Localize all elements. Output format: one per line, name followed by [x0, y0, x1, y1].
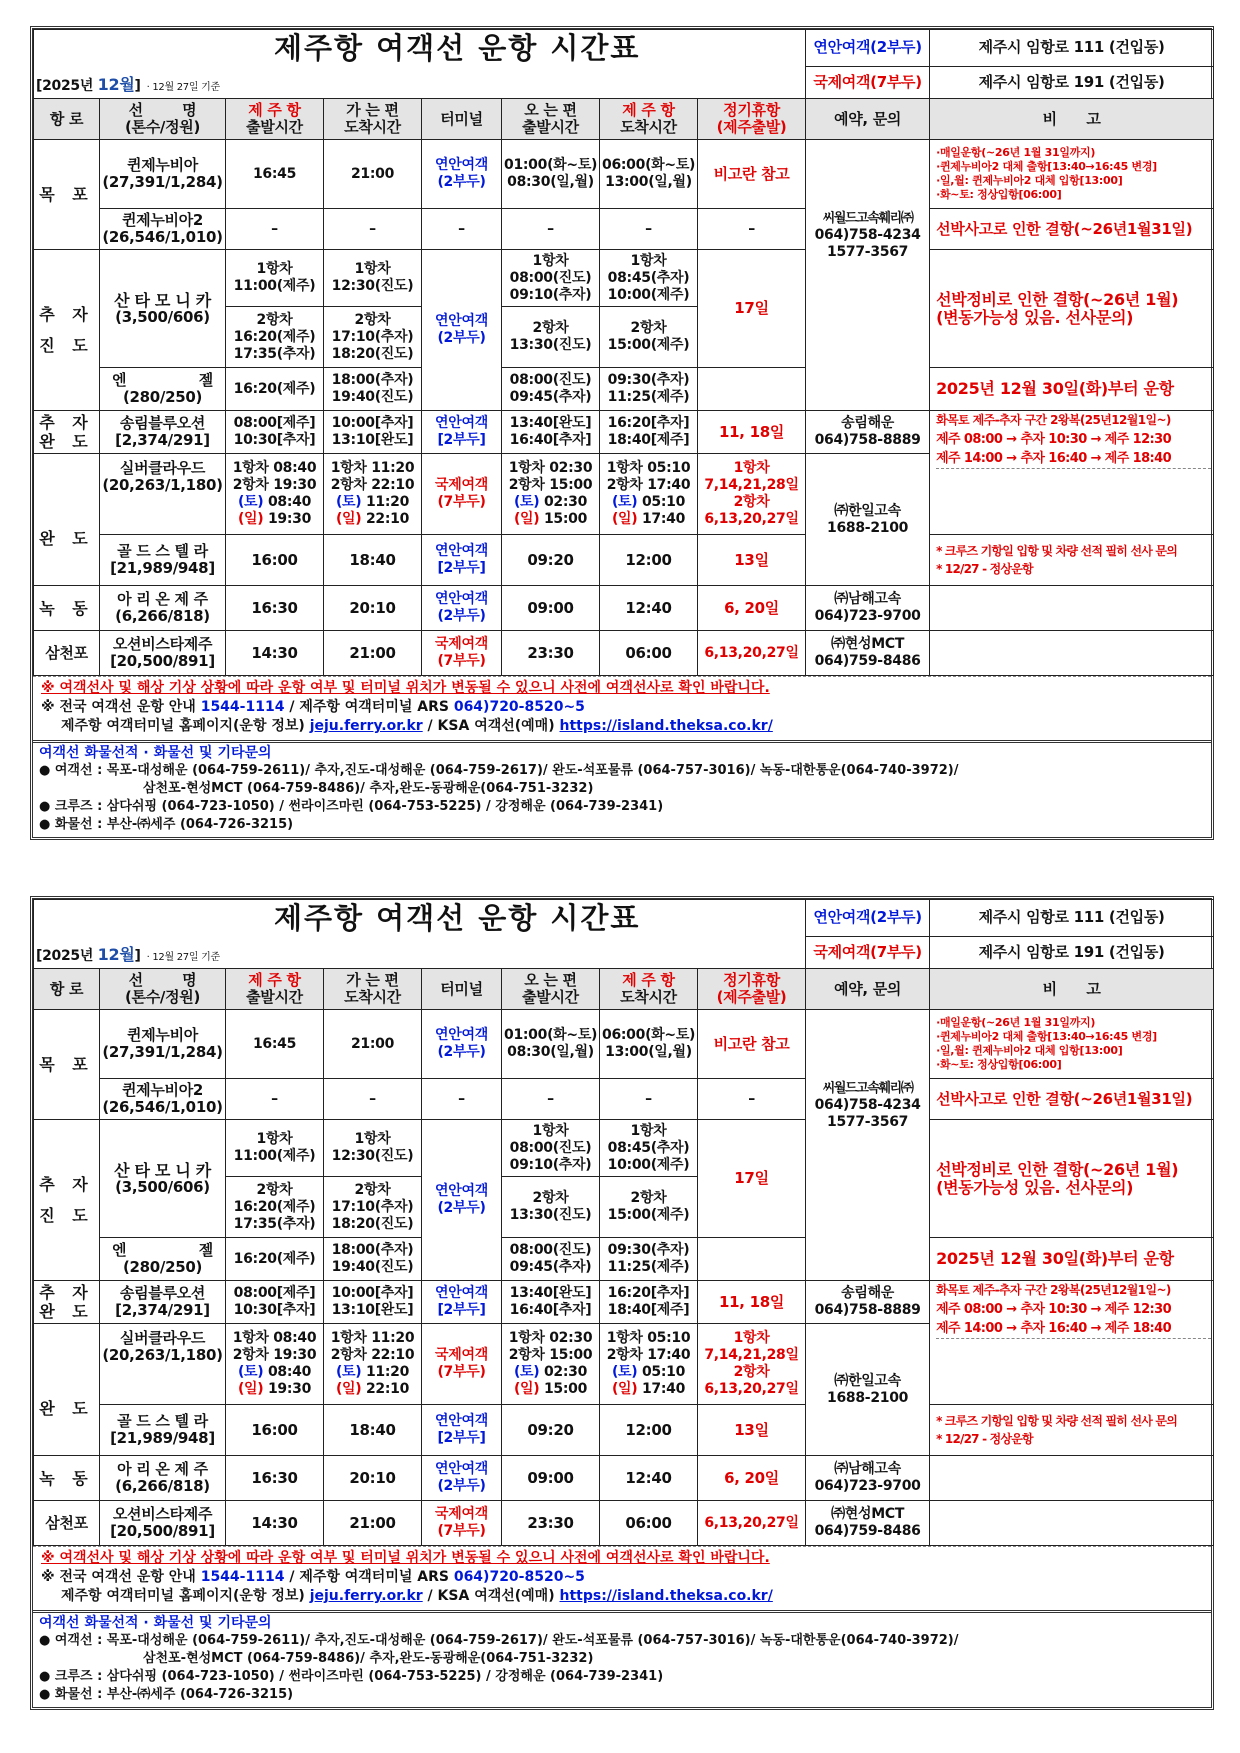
jeju-arrival: 16:20[추자] 18:40[제주] — [600, 1281, 698, 1324]
national-hotline: 1544-1114 — [200, 1569, 285, 1585]
timetable-sheet-1 — [30, 26, 1214, 840]
terminal: 연안여객 (2부두) — [422, 1456, 502, 1501]
regular-closure: 6, 20일 — [698, 1456, 806, 1501]
header-jeju-departure: 제 주 항 출발시간 — [226, 99, 324, 140]
jeju-arrival: 06:00(화~토) 13:00(일,월) — [600, 1010, 698, 1079]
jeju-arrival: 06:00(화~토) 13:00(일,월) — [600, 140, 698, 209]
jeju-departure: 1항차 08:40 2항차 19:30 (토) 08:40 (일) 19:30 — [226, 1324, 324, 1405]
regular-closure: 13일 — [698, 1405, 806, 1456]
route-wando: 완 도 — [34, 454, 100, 586]
contact-namhae: ㈜남해고속 064)723-9700 — [806, 1456, 930, 1501]
terminal-label-international: 국제여객(7부두) — [806, 66, 930, 99]
outbound-arrival: 1항차 11:20 2항차 22:10 (토) 11:20 (일) 22:10 — [324, 1324, 422, 1405]
freight-title: 여객선 화물선적 · 화물선 및 기타문의 — [39, 745, 272, 761]
jeju-departure: 16:45 — [226, 1010, 324, 1079]
remarks — [930, 631, 1214, 676]
freight-cargo: ● 화물선 : 부산-㈜세주 (064-726-3215) — [39, 1687, 294, 1702]
route-nokdong: 녹 동 — [34, 1456, 100, 1501]
jeju-arrival: 12:40 — [600, 586, 698, 631]
table-row — [34, 140, 1214, 209]
table-row — [34, 1079, 1214, 1120]
table-row — [34, 586, 1214, 631]
header-route: 항 로 — [34, 99, 100, 140]
notice-block — [33, 676, 1211, 740]
freight-contacts — [33, 1610, 1211, 1707]
return-departure: – — [502, 1079, 600, 1120]
regular-closure: 17일 — [698, 1120, 806, 1238]
route-mokpo: 목 포 — [34, 140, 100, 250]
freight-passenger-cont: 삼천포-현성MCT (064-759-8486)/ 추자,완도-동광해운(064-751-3232) — [143, 781, 594, 796]
period-label — [34, 936, 806, 969]
outbound-arrival: – — [324, 1079, 422, 1120]
terminal-homepage-link[interactable]: jeju.ferry.or.kr — [309, 718, 423, 734]
table-row — [34, 250, 1214, 307]
terminal: – — [422, 1079, 502, 1120]
remarks: 선박정비로 인한 결항(~26년 1월) (변동가능성 있음. 선사문의) — [930, 250, 1214, 368]
route-chuja-wando: 추 자 완 도 — [34, 1281, 100, 1324]
terminal: 연안여객 [2부두] — [422, 1405, 502, 1456]
jeju-arrival: 09:30(추자) 11:25(제주) — [600, 368, 698, 411]
ship-name: 골 드 스 텔 라 [21,989/948] — [100, 1405, 226, 1456]
terminal: 연안여객 [2부두] — [422, 535, 502, 586]
contact-seaworld: 씨월드고속훼리㈜ 064)758-4234 1577-3567 — [806, 1010, 930, 1281]
table-row — [34, 1238, 1214, 1281]
terminal: 연안여객 (2부두) — [422, 140, 502, 209]
route-chuja-jindo: 추 자 진 도 — [34, 250, 100, 411]
return-departure: 09:20 — [502, 1405, 600, 1456]
national-hotline: 1544-1114 — [200, 699, 285, 715]
terminal: 국제여객 (7부두) — [422, 1501, 502, 1546]
homepage-line: 제주항 여객터미널 홈페이지(운항 정보) jeju.ferry.or.kr / KSA 여객선(예매) https://island.theksa.co.kr/ — [61, 718, 773, 734]
freight-cruise: ● 크루즈 : 삼다쉬핑 (064-723-1050) / 썬라이즈마린 (064-753-5225) / 강정해운 (064-739-2341) — [39, 1669, 664, 1684]
jeju-departure: 14:30 — [226, 1501, 324, 1546]
outbound-arrival: 2항차 17:10(추자) 18:20(진도) — [324, 1177, 422, 1238]
regular-closure: – — [698, 1079, 806, 1120]
outbound-arrival: 1항차 11:20 2항차 22:10 (토) 11:20 (일) 22:10 — [324, 454, 422, 535]
regular-closure: 17일 — [698, 250, 806, 368]
jeju-arrival: 06:00 — [600, 1501, 698, 1546]
info-line: ※ 전국 여객선 운항 안내 1544-1114 / 제주항 여객터미널 ARS 064)720-8520~5 — [41, 1569, 585, 1585]
outbound-arrival: 21:00 — [324, 140, 422, 209]
terminal: 연안여객 [2부두] — [422, 411, 502, 454]
outbound-arrival: 10:00[추자] 13:10[완도] — [324, 411, 422, 454]
freight-passenger-cont: 삼천포-현성MCT (064-759-8486)/ 추자,완도-동광해운(064-751-3232) — [143, 1651, 594, 1666]
terminal: – — [422, 209, 502, 250]
return-departure: 23:30 — [502, 631, 600, 676]
outbound-arrival: 18:40 — [324, 535, 422, 586]
route-chuja-wando: 추 자 완 도 — [34, 411, 100, 454]
outbound-arrival: 1항차 12:30(진도) — [324, 1120, 422, 1177]
freight-passenger: ● 여객선 : 목포-대성해운 (064-759-2611)/ 추자,진도-대성해운 (064-759-2617)/ 완도-석포물류 (064-757-3016)/ 녹동-대한통운(064-740-3972)/ — [39, 1633, 959, 1648]
table-row — [34, 631, 1214, 676]
regular-closure: 11, 18일 — [698, 411, 806, 454]
return-departure: 08:00(진도) 09:45(추자) — [502, 1238, 600, 1281]
jeju-departure: 1항차 11:00(제주) — [226, 1120, 324, 1177]
period-prefix: [2025년 — [36, 948, 98, 964]
outbound-arrival: 20:10 — [324, 586, 422, 631]
contact-namhae: ㈜남해고속 064)723-9700 — [806, 586, 930, 631]
regular-closure: 비고란 참고 — [698, 140, 806, 209]
remarks: 선박정비로 인한 결항(~26년 1월) (변동가능성 있음. 선사문의) — [930, 1120, 1214, 1238]
terminal-label-coastal: 연안여객(2부두) — [806, 900, 930, 937]
return-departure: 09:00 — [502, 1456, 600, 1501]
outbound-arrival: 18:00(추자) 19:40(진도) — [324, 1238, 422, 1281]
header-contact: 예약, 문의 — [806, 969, 930, 1010]
jeju-arrival: – — [600, 209, 698, 250]
outbound-arrival: 20:10 — [324, 1456, 422, 1501]
regular-closure — [698, 368, 806, 411]
jeju-arrival: 12:40 — [600, 1456, 698, 1501]
freight-contacts — [33, 740, 1211, 837]
info-line: ※ 전국 여객선 운항 안내 1544-1114 / 제주항 여객터미널 ARS 064)720-8520~5 — [41, 699, 585, 715]
jeju-departure: 16:30 — [226, 1456, 324, 1501]
ship-name: 송림블루오션 [2,374/291] — [100, 411, 226, 454]
route-wando: 완 도 — [34, 1324, 100, 1456]
jeju-arrival: 12:00 — [600, 535, 698, 586]
weather-warning: ※ 여객선사 및 해상 기상 상황에 따라 운항 여부 및 터미널 위치가 변동될 수 있으니 사전에 여객선사로 확인 바랍니다. — [41, 1550, 770, 1566]
return-departure: 09:00 — [502, 586, 600, 631]
basis-date: · 12월 27일 기준 — [146, 952, 220, 963]
header-remarks: 비 고 — [930, 99, 1214, 140]
outbound-arrival: 18:40 — [324, 1405, 422, 1456]
return-departure: 13:40[완도] 16:40[추자] — [502, 1281, 600, 1324]
ars-number: 064)720-8520~5 — [453, 699, 585, 715]
remarks: * 크루즈 기항일 입항 및 차량 선적 필히 선사 문의 * 12/27 - 정상운항 — [930, 1405, 1214, 1456]
header-remarks: 비 고 — [930, 969, 1214, 1010]
table-row — [34, 1010, 1214, 1079]
header-outbound-arrival: 가 는 편 도착시간 — [324, 99, 422, 140]
freight-cargo: ● 화물선 : 부산-㈜세주 (064-726-3215) — [39, 817, 294, 832]
remarks: 선박사고로 인한 결항(~26년1월31일) — [930, 209, 1214, 250]
remarks: ·매일운항(~26년 1월 31일까지) ·퀸제누비아2 대체 출항[13:40→16:45 변경] ·일,월: 퀸제누비아2 대체 입항[13:00] ·화~토: 정상입항[06:00] — [930, 1010, 1214, 1079]
route-mokpo: 목 포 — [34, 1010, 100, 1120]
jeju-arrival: 1항차 08:45(추자) 10:00(제주) — [600, 1120, 698, 1177]
basis-date: · 12월 27일 기준 — [146, 82, 220, 93]
remarks: ·매일운항(~26년 1월 31일까지) ·퀸제누비아2 대체 출항[13:40→16:45 변경] ·일,월: 퀸제누비아2 대체 입항[13:00] ·화~토: 정상입항[06:00] — [930, 140, 1214, 209]
ksa-booking-link[interactable]: https://island.theksa.co.kr/ — [559, 1588, 773, 1604]
return-departure: 13:40[완도] 16:40[추자] — [502, 411, 600, 454]
jeju-departure: 2항차 16:20(제주) 17:35(추자) — [226, 307, 324, 368]
header-return-departure: 오 는 편 출발시간 — [502, 99, 600, 140]
remarks — [930, 586, 1214, 631]
jeju-departure: 2항차 16:20(제주) 17:35(추자) — [226, 1177, 324, 1238]
jeju-departure: 1항차 08:40 2항차 19:30 (토) 08:40 (일) 19:30 — [226, 454, 324, 535]
terminal-label-coastal: 연안여객(2부두) — [806, 30, 930, 67]
ship-name: 골 드 스 텔 라 [21,989/948] — [100, 535, 226, 586]
jeju-departure: 16:30 — [226, 586, 324, 631]
header-ship: 선 명 (톤수/정원) — [100, 99, 226, 140]
terminal: 연안여객 (2부두) — [422, 1120, 502, 1281]
regular-closure: 6, 20일 — [698, 586, 806, 631]
remarks: * 크루즈 기항일 입항 및 차량 선적 필히 선사 문의 * 12/27 - 정상운항 — [930, 535, 1214, 586]
table-row — [34, 1120, 1214, 1177]
ship-name: 산 타 모 니 카 (3,500/606) — [100, 1120, 226, 1238]
return-departure: 1항차 08:00(진도) 09:10(추자) — [502, 1120, 600, 1177]
terminal: 연안여객 (2부두) — [422, 1010, 502, 1079]
terminal: 연안여객 (2부두) — [422, 586, 502, 631]
terminal-address-international: 제주시 임항로 191 (건입동) — [930, 66, 1214, 99]
ship-name: 퀸제누비아2 (26,546/1,010) — [100, 1079, 226, 1120]
remarks: 화목토 제주-추자 구간 2왕복(25년12월1일~) 제주 08:00 → 추자 10:30 → 제주 12:30 제주 14:00 → 추자 16:40 → 제주 18:40 — [930, 411, 1214, 535]
terminal-address-coastal: 제주시 임항로 111 (건입동) — [930, 30, 1214, 67]
return-departure: 08:00(진도) 09:45(추자) — [502, 368, 600, 411]
jeju-arrival: 16:20[추자] 18:40[제주] — [600, 411, 698, 454]
jeju-arrival: 09:30(추자) 11:25(제주) — [600, 1238, 698, 1281]
jeju-arrival: 1항차 05:10 2항차 17:40 (토) 05:10 (일) 17:40 — [600, 454, 698, 535]
ship-name: 아 리 온 제 주 (6,266/818) — [100, 1456, 226, 1501]
ship-name: 엔 젤 (280/250) — [100, 1238, 226, 1281]
period-label — [34, 66, 806, 99]
terminal: 국제여객 (7부두) — [422, 454, 502, 535]
contact-hyunsung: ㈜현성MCT 064)759-8486 — [806, 631, 930, 676]
freight-cruise: ● 크루즈 : 삼다쉬핑 (064-723-1050) / 썬라이즈마린 (064-753-5225) / 강정해운 (064-739-2341) — [39, 799, 664, 814]
table-row — [34, 209, 1214, 250]
jeju-departure: 16:00 — [226, 1405, 324, 1456]
contact-songrim: 송림해운 064)758-8889 — [806, 1281, 930, 1324]
outbound-arrival: 18:00(추자) 19:40(진도) — [324, 368, 422, 411]
jeju-arrival: 1항차 08:45(추자) 10:00(제주) — [600, 250, 698, 307]
page-title: 제주항 여객선 운항 시간표 — [34, 30, 806, 67]
header-return-departure: 오 는 편 출발시간 — [502, 969, 600, 1010]
jeju-arrival: 06:00 — [600, 631, 698, 676]
table-header — [34, 99, 1214, 140]
ship-name: 실버클라우드 (20,263/1,180) — [100, 454, 226, 535]
period-prefix: [2025년 — [36, 78, 98, 94]
ship-name: 아 리 온 제 주 (6,266/818) — [100, 586, 226, 631]
timetable — [33, 899, 1214, 1546]
header-terminal: 터미널 — [422, 969, 502, 1010]
terminal-address-coastal: 제주시 임항로 111 (건입동) — [930, 900, 1214, 937]
jeju-arrival: 2항차 15:00(제주) — [600, 1177, 698, 1238]
regular-closure — [698, 1238, 806, 1281]
jeju-departure: – — [226, 1079, 324, 1120]
table-row — [34, 1405, 1214, 1456]
table-row — [34, 368, 1214, 411]
return-departure: 1항차 02:30 2항차 15:00 (토) 02:30 (일) 15:00 — [502, 1324, 600, 1405]
terminal: 연안여객 [2부두] — [422, 1281, 502, 1324]
header-contact: 예약, 문의 — [806, 99, 930, 140]
ship-name: 퀸제누비아 (27,391/1,284) — [100, 1010, 226, 1079]
header-jeju-arrival: 제 주 항 도착시간 — [600, 969, 698, 1010]
header-regular-closure: 정기휴항 (제주출발) — [698, 969, 806, 1010]
jeju-arrival: 2항차 15:00(제주) — [600, 307, 698, 368]
jeju-departure: 1항차 11:00(제주) — [226, 250, 324, 307]
ship-name: 퀸제누비아 (27,391/1,284) — [100, 140, 226, 209]
route-nokdong: 녹 동 — [34, 586, 100, 631]
jeju-departure: 16:20(제주) — [226, 1238, 324, 1281]
period-month: 12월 — [97, 75, 135, 94]
period-month: 12월 — [97, 945, 135, 964]
return-departure: 23:30 — [502, 1501, 600, 1546]
remarks — [930, 1456, 1214, 1501]
return-departure: 01:00(화~토) 08:30(일,월) — [502, 140, 600, 209]
route-samcheonpo: 삼천포 — [34, 631, 100, 676]
contact-hanil: ㈜한일고속 1688-2100 — [806, 1324, 930, 1456]
ship-name: 퀸제누비아2 (26,546/1,010) — [100, 209, 226, 250]
regular-closure: 1항차 7,14,21,28일 2항차 6,13,20,27일 — [698, 454, 806, 535]
jeju-departure: 08:00[제주] 10:30[추자] — [226, 1281, 324, 1324]
table-row — [34, 535, 1214, 586]
table-row — [34, 1501, 1214, 1546]
contact-seaworld: 씨월드고속훼리㈜ 064)758-4234 1577-3567 — [806, 140, 930, 411]
outbound-arrival: 21:00 — [324, 1501, 422, 1546]
terminal: 연안여객 (2부두) — [422, 250, 502, 411]
header-terminal: 터미널 — [422, 99, 502, 140]
remarks: 2025년 12월 30일(화)부터 운항 — [930, 1238, 1214, 1281]
remarks — [930, 1501, 1214, 1546]
route-chuja-jindo: 추 자 진 도 — [34, 1120, 100, 1281]
period-suffix: ] — [134, 948, 141, 964]
page-title: 제주항 여객선 운항 시간표 — [34, 900, 806, 937]
return-departure: 1항차 08:00(진도) 09:10(추자) — [502, 250, 600, 307]
ship-name: 송림블루오션 [2,374/291] — [100, 1281, 226, 1324]
ksa-booking-link[interactable]: https://island.theksa.co.kr/ — [559, 718, 773, 734]
terminal: 국제여객 (7부두) — [422, 631, 502, 676]
regular-closure: – — [698, 209, 806, 250]
header-jeju-arrival: 제 주 항 도착시간 — [600, 99, 698, 140]
return-departure: 2항차 13:30(진도) — [502, 307, 600, 368]
contact-songrim: 송림해운 064)758-8889 — [806, 411, 930, 454]
regular-closure: 11, 18일 — [698, 1281, 806, 1324]
terminal: 국제여객 (7부두) — [422, 1324, 502, 1405]
header-route: 항 로 — [34, 969, 100, 1010]
jeju-departure: 08:00[제주] 10:30[추자] — [226, 411, 324, 454]
regular-closure: 1항차 7,14,21,28일 2항차 6,13,20,27일 — [698, 1324, 806, 1405]
outbound-arrival: – — [324, 209, 422, 250]
remarks: 선박사고로 인한 결항(~26년1월31일) — [930, 1079, 1214, 1120]
return-departure: – — [502, 209, 600, 250]
ship-name: 엔 젤 (280/250) — [100, 368, 226, 411]
regular-closure: 6,13,20,27일 — [698, 631, 806, 676]
outbound-arrival: 21:00 — [324, 1010, 422, 1079]
regular-closure: 비고란 참고 — [698, 1010, 806, 1079]
jeju-arrival: – — [600, 1079, 698, 1120]
period-suffix: ] — [134, 78, 141, 94]
return-departure: 09:20 — [502, 535, 600, 586]
jeju-arrival: 1항차 05:10 2항차 17:40 (토) 05:10 (일) 17:40 — [600, 1324, 698, 1405]
outbound-arrival: 21:00 — [324, 631, 422, 676]
jeju-departure: – — [226, 209, 324, 250]
table-row — [34, 411, 1214, 454]
regular-closure: 13일 — [698, 535, 806, 586]
weather-warning: ※ 여객선사 및 해상 기상 상황에 따라 운항 여부 및 터미널 위치가 변동될 수 있으니 사전에 여객선사로 확인 바랍니다. — [41, 680, 770, 696]
ars-number: 064)720-8520~5 — [453, 1569, 585, 1585]
table-header — [34, 969, 1214, 1010]
freight-title: 여객선 화물선적 · 화물선 및 기타문의 — [39, 1615, 272, 1631]
route-samcheonpo: 삼천포 — [34, 1501, 100, 1546]
outbound-arrival: 1항차 12:30(진도) — [324, 250, 422, 307]
timetable — [33, 29, 1214, 676]
outbound-arrival: 2항차 17:10(추자) 18:20(진도) — [324, 307, 422, 368]
jeju-departure: 16:20(제주) — [226, 368, 324, 411]
header-jeju-departure: 제 주 항 출발시간 — [226, 969, 324, 1010]
ship-name: 실버클라우드 (20,263/1,180) — [100, 1324, 226, 1405]
return-departure: 1항차 02:30 2항차 15:00 (토) 02:30 (일) 15:00 — [502, 454, 600, 535]
ship-name: 오션비스타제주 [20,500/891] — [100, 1501, 226, 1546]
outbound-arrival: 10:00[추자] 13:10[완도] — [324, 1281, 422, 1324]
header-regular-closure: 정기휴항 (제주출발) — [698, 99, 806, 140]
terminal-address-international: 제주시 임항로 191 (건입동) — [930, 936, 1214, 969]
table-row — [34, 1281, 1214, 1324]
return-departure: 01:00(화~토) 08:30(일,월) — [502, 1010, 600, 1079]
contact-hyunsung: ㈜현성MCT 064)759-8486 — [806, 1501, 930, 1546]
return-departure: 2항차 13:30(진도) — [502, 1177, 600, 1238]
jeju-arrival: 12:00 — [600, 1405, 698, 1456]
contact-hanil: ㈜한일고속 1688-2100 — [806, 454, 930, 586]
freight-passenger: ● 여객선 : 목포-대성해운 (064-759-2611)/ 추자,진도-대성해운 (064-759-2617)/ 완도-석포물류 (064-757-3016)/ 녹동-대한통운(064-740-3972)/ — [39, 763, 959, 778]
terminal-homepage-link[interactable]: jeju.ferry.or.kr — [309, 1588, 423, 1604]
table-row — [34, 1456, 1214, 1501]
regular-closure: 6,13,20,27일 — [698, 1501, 806, 1546]
ship-name: 오션비스타제주 [20,500/891] — [100, 631, 226, 676]
ship-name: 산 타 모 니 카 (3,500/606) — [100, 250, 226, 368]
terminal-label-international: 국제여객(7부두) — [806, 936, 930, 969]
notice-block — [33, 1546, 1211, 1610]
remarks: 화목토 제주-추자 구간 2왕복(25년12월1일~) 제주 08:00 → 추자 10:30 → 제주 12:30 제주 14:00 → 추자 16:40 → 제주 18:40 — [930, 1281, 1214, 1405]
remarks: 2025년 12월 30일(화)부터 운항 — [930, 368, 1214, 411]
jeju-departure: 14:30 — [226, 631, 324, 676]
jeju-departure: 16:45 — [226, 140, 324, 209]
jeju-departure: 16:00 — [226, 535, 324, 586]
header-outbound-arrival: 가 는 편 도착시간 — [324, 969, 422, 1010]
timetable-sheet-2 — [30, 896, 1214, 1710]
homepage-line: 제주항 여객터미널 홈페이지(운항 정보) jeju.ferry.or.kr / KSA 여객선(예매) https://island.theksa.co.kr/ — [61, 1588, 773, 1604]
header-ship: 선 명 (톤수/정원) — [100, 969, 226, 1010]
